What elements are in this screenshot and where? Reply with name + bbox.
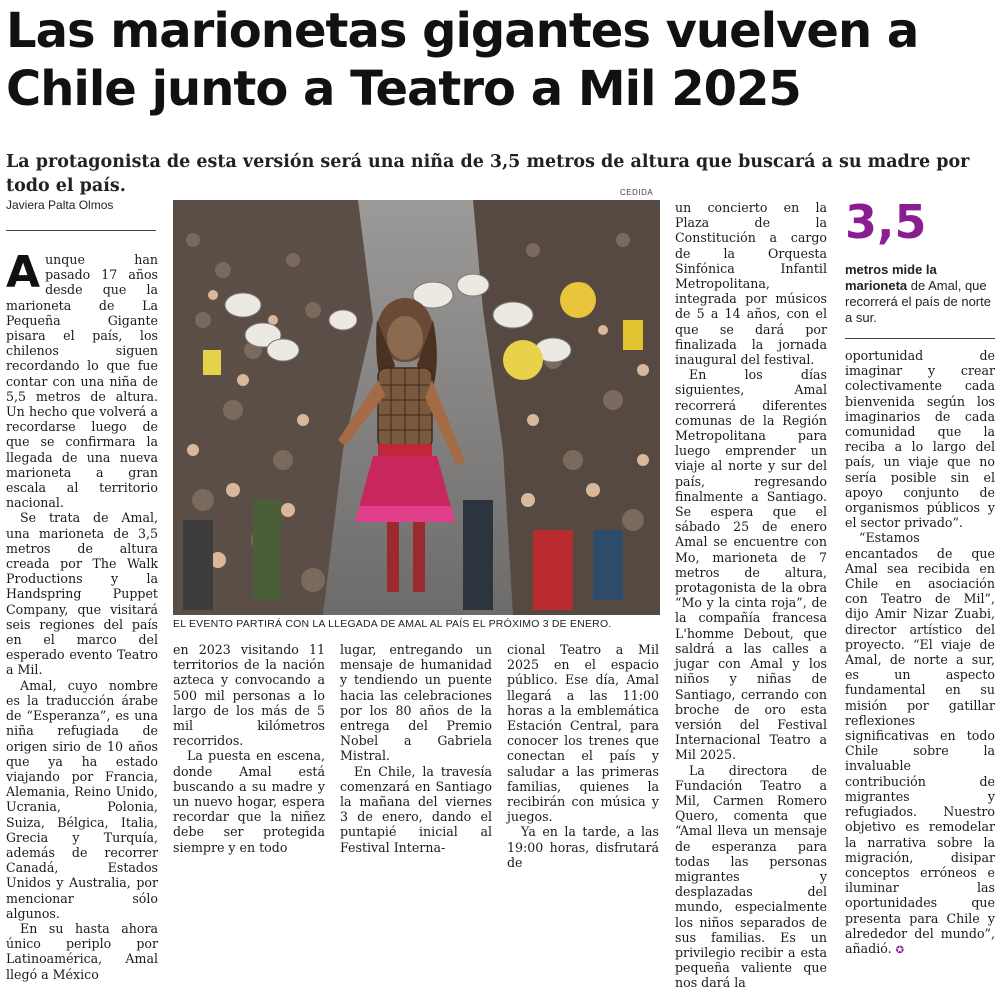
drop-cap: A bbox=[6, 247, 41, 298]
paragraph: La puesta en escena, donde Amal está buscando a su madre y un nuevo hogar, espera recordar que la niñez debe ser protegida siempre y en todo bbox=[173, 748, 325, 855]
photo-credit: CEDIDA bbox=[620, 188, 654, 197]
paragraph: En los días siguientes, Amal recorrerá diferentes comunas de la Región Metropolitana para luego emprender un viaje al norte y sur del país, regresando finalmente a Santiago. Se espera que el sábado 25 de enero Amal se encuentre con Mo, marioneta de 7 metros de altura, protagonista de la obra “Mo y la cinta roja”, de la compañía francesa L'homme Debout, que saldrá a las calles a jugar con Amal y los niños y niñas de Santiago, cerrando con broche de oro esta versión del Festival Internacional Teatro a Mil 2025. bbox=[675, 367, 827, 763]
highlight-rest: de Amal, que recorrerá el país de norte a sur. bbox=[845, 278, 991, 325]
byline-rule bbox=[6, 230, 156, 231]
paragraph: En Chile, la travesía comenzará en Santiago la mañana del viernes 3 de enero, dando el puntapié inicial al Festival Interna- bbox=[340, 763, 492, 855]
highlight-number: 3,5 bbox=[845, 195, 927, 249]
highlight-text bbox=[845, 262, 995, 326]
column-1 bbox=[6, 247, 158, 982]
lead-paragraph bbox=[6, 247, 158, 511]
paragraph: En su hasta ahora único periplo por Latinoamérica, Amal llegó a México bbox=[6, 920, 158, 982]
quote-text: “Estamos encantados de que Amal sea recibida en Chile en asociación con Teatro de Mil”, dijo Amir Nizar Zuabi, director artístico del proyecto. “El viaje de Amal, de norte a sur, es un aspecto fundamental en su misión por gatillar reflexiones significativas en todo Chile sobre la invaluable contribución de migrantes y refugiados. Nuestro objetivo es remodelar la narrativa sobre la migración, disipar conceptos erróneos e iluminar las oportunidades que presenta para Chile y alrededor del mundo”, añadió. bbox=[845, 530, 995, 956]
paragraph bbox=[845, 530, 995, 958]
paragraph: Se trata de Amal, una marioneta de 3,5 metros de altura creada por The Walk Productions y la Handspring Puppet Company, que visitará seis regiones del país en el marco del esperado evento Teatro a Mil. bbox=[6, 510, 158, 678]
paragraph: oportunidad de imaginar y crear colectivamente cada bienvenida según los imaginarios de cada comunidad que la reciba a lo largo del país, un viaje que no sería posible sin el apoyo conjunto de organismos públicos y el sector privado”. bbox=[845, 348, 995, 531]
photo-caption: EL EVENTO PARTIRÁ CON LA LLEGADA DE AMAL AL PAÍS EL PRÓXIMO 3 DE ENERO. bbox=[173, 618, 612, 630]
lead-text: unque han pasado 17 años desde que la marioneta de La Pequeña Gigante pisara el país, los chilenos siguen recordando lo que fue contar con una niña de 5,5 metros de altura. Un hecho que volverá a recordarse luego de que se confirmara la llegada de una nueva marioneta a gran escala al territorio nacional. bbox=[6, 252, 158, 511]
byline: Javiera Palta Olmos bbox=[6, 198, 114, 212]
headline: Las marionetas gigantes vuelven a Chile junto a Teatro a Mil 2025 bbox=[6, 3, 919, 117]
column-6 bbox=[845, 348, 995, 956]
article-photo bbox=[173, 200, 660, 615]
highlight-bold: metros mide la marioneta bbox=[845, 262, 937, 293]
column-5 bbox=[675, 200, 827, 991]
highlight-rule bbox=[845, 338, 995, 339]
paragraph: cional Teatro a Mil 2025 en el espacio público. Ese día, Amal llegará a las 11:00 horas a la emblemática Estación Central, para conocer los trenes que conectan el país y saludar a las primeras familias, quienes la recibirán con música y juegos. bbox=[507, 642, 659, 825]
paragraph: en 2023 visitando 11 territorios de la nación azteca y convocando a 500 mil personas a lo largo de los más de 5 mil kilómetros recorridos. bbox=[173, 642, 325, 749]
column-4-bottom bbox=[507, 642, 659, 870]
paragraph: La directora de Fundación Teatro a Mil, Carmen Romero Quero, comenta que “Amal lleva un mensaje de esperanza para todas las personas migrantes y desplazadas del mundo, especialmente los niños separados de sus familias. Es un privilegio recibir a esta pequeña valiente que nos dará la bbox=[675, 762, 827, 991]
column-3 bbox=[340, 642, 492, 855]
subheadline: La protagonista de esta versión será una niña de 3,5 metros de altura que buscará a su madre por todo el país. bbox=[6, 152, 970, 196]
paragraph: Amal, cuyo nombre es la traducción árabe de “Esperanza”, es una niña refugiada de origen sirio de 10 años que ya ha estado viajando por Francia, Alemania, Reino Unido, Ucrania, Polonia, Suiza, Bélgica, Italia, Grecia y Turquía, además de recorrer Canadá, Estados Unidos y Australia, por mencionar sólo algunos. bbox=[6, 677, 158, 921]
end-mark-icon: ✪ bbox=[895, 944, 904, 956]
column-2 bbox=[173, 642, 325, 855]
paragraph: un concierto en la Plaza de la Constitución a cargo de la Orquesta Sinfónica Infantil Metropolitana, integrada por músicos de 5 a 14 años, con el que se dará por finalizada la jornada inaugural del festival. bbox=[675, 200, 827, 368]
paragraph: Ya en la tarde, a las 19:00 horas, disfrutará de bbox=[507, 824, 659, 870]
paragraph: lugar, entregando un mensaje de humanidad y tendiendo un puente hacia las celebraciones por los 80 años de la entrega del Premio Nobel a Gabriela Mistral. bbox=[340, 642, 492, 764]
puppet-crowd-photo bbox=[173, 200, 660, 615]
